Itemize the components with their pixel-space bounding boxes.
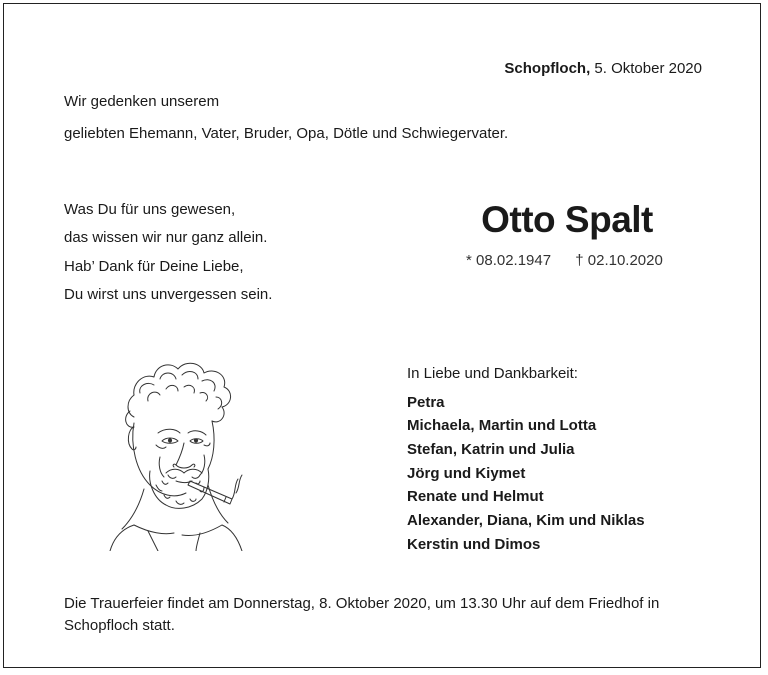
life-dates xyxy=(466,251,663,271)
date: 5. Oktober 2020 xyxy=(594,60,702,77)
death-date: † 02.10.2020 xyxy=(575,252,663,269)
mourner-name: Michaela, Martin und Lotta xyxy=(407,417,597,434)
poem-line-4: Du wirst uns unvergessen sein. xyxy=(64,286,273,303)
funeral-line-2: Schopfloch statt. xyxy=(64,617,175,634)
mourner-name: Kerstin und Dimos xyxy=(407,536,541,553)
mourner-name: Jörg und Kiymet xyxy=(407,465,526,482)
poem-line-1: Was Du für uns gewesen, xyxy=(64,201,236,218)
portrait-sketch-icon xyxy=(104,353,246,551)
funeral-line-1: Die Trauerfeier findet am Donnerstag, 8. Oktober 2020, um 13.30 Uhr auf dem Friedhof in xyxy=(64,595,660,612)
poem-line-3: Hab’ Dank für Deine Liebe, xyxy=(64,258,244,275)
intro-line-2: geliebten Ehemann, Vater, Bruder, Opa, Dötle und Schwiegervater. xyxy=(64,125,509,142)
deceased-name: Otto Spalt xyxy=(481,199,653,240)
mourner-name: Alexander, Diana, Kim und Niklas xyxy=(407,512,645,529)
mourner-name: Stefan, Katrin und Julia xyxy=(407,441,575,458)
place-date xyxy=(0,59,702,79)
birth-date: * 08.02.1947 xyxy=(466,252,552,269)
mourners-heading: In Liebe und Dankbarkeit: xyxy=(407,365,578,382)
mourner-name: Renate und Helmut xyxy=(407,488,544,505)
place: Schopfloch, xyxy=(504,60,591,77)
intro-line-1: Wir gedenken unserem xyxy=(64,93,220,110)
poem-line-2: das wissen wir nur ganz allein. xyxy=(64,229,268,246)
mourner-name: Petra xyxy=(407,394,445,411)
